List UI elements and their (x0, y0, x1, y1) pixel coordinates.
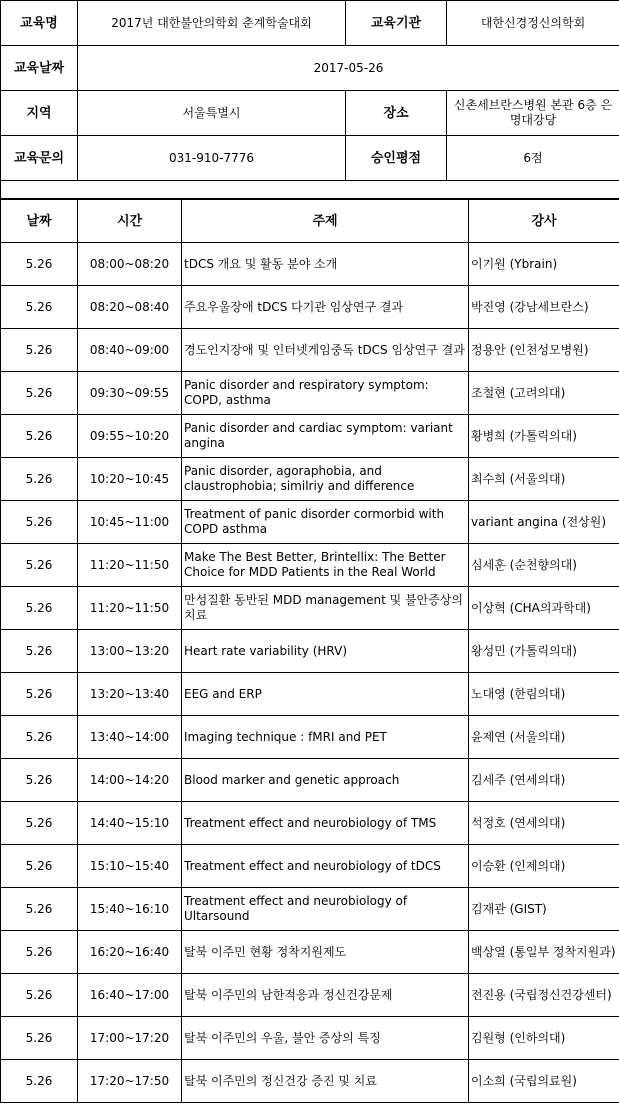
session-date: 5.26 (1, 630, 78, 673)
session-date: 5.26 (1, 415, 78, 458)
info-row-location (1, 91, 619, 136)
session-time: 10:20~10:45 (78, 458, 182, 501)
session-date: 5.26 (1, 1060, 78, 1103)
header-time: 시간 (78, 200, 182, 243)
session-topic: EEG and ERP (182, 673, 469, 716)
table-row (1, 501, 619, 544)
session-topic: 주요우울장애 tDCS 다기관 임상연구 결과 (182, 286, 469, 329)
session-time: 11:20~11:50 (78, 544, 182, 587)
region-value: 서울특별시 (78, 91, 346, 136)
session-time: 14:00~14:20 (78, 759, 182, 802)
session-date: 5.26 (1, 888, 78, 931)
session-time: 11:20~11:50 (78, 587, 182, 630)
table-row (1, 286, 619, 329)
spacer-row (1, 181, 619, 199)
org-value: 대한신경정신의학회 (447, 1, 619, 46)
session-date: 5.26 (1, 759, 78, 802)
table-row (1, 931, 619, 974)
table-row (1, 544, 619, 587)
table-row (1, 888, 619, 931)
table-row (1, 716, 619, 759)
session-topic: 탈북 이주민의 정신건강 증진 및 치료 (182, 1060, 469, 1103)
credit-label: 승인평점 (346, 136, 447, 181)
table-row (1, 587, 619, 630)
session-date: 5.26 (1, 243, 78, 286)
session-time: 17:00~17:20 (78, 1017, 182, 1060)
venue-value: 신촌세브란스병원 본관 6층 은명대강당 (447, 91, 619, 136)
session-speaker: 백상열 (통일부 정착지원과) (469, 931, 619, 974)
session-speaker: 윤제연 (서울의대) (469, 716, 619, 759)
contact-value: 031-910-7776 (78, 136, 346, 181)
table-row (1, 372, 619, 415)
session-topic: Heart rate variability (HRV) (182, 630, 469, 673)
session-date: 5.26 (1, 329, 78, 372)
session-topic: Panic disorder and cardiac symptom: variant angina (182, 415, 469, 458)
session-topic: Treatment effect and neurobiology of Ultarsound (182, 888, 469, 931)
table-row (1, 673, 619, 716)
session-date: 5.26 (1, 1017, 78, 1060)
info-row-course (1, 1, 619, 46)
session-date: 5.26 (1, 974, 78, 1017)
session-time: 13:20~13:40 (78, 673, 182, 716)
org-label: 교육기관 (346, 1, 447, 46)
table-row (1, 1017, 619, 1060)
spacer-cell (1, 181, 619, 199)
session-time: 09:30~09:55 (78, 372, 182, 415)
session-topic: Imaging technique : fMRI and PET (182, 716, 469, 759)
session-time: 08:40~09:00 (78, 329, 182, 372)
date-label: 교육날짜 (1, 46, 78, 91)
session-speaker: 최수희 (서울의대) (469, 458, 619, 501)
session-time: 08:20~08:40 (78, 286, 182, 329)
course-name-value: 2017년 대한불안의학회 춘계학술대회 (78, 1, 346, 46)
session-topic: Panic disorder, agoraphobia, and claustrophobia; similriy and difference (182, 458, 469, 501)
session-date: 5.26 (1, 931, 78, 974)
session-topic: tDCS 개요 및 활동 분야 소개 (182, 243, 469, 286)
table-row (1, 974, 619, 1017)
header-speaker: 강사 (469, 200, 619, 243)
course-name-label: 교육명 (1, 1, 78, 46)
session-date: 5.26 (1, 802, 78, 845)
session-speaker: 노대영 (한림의대) (469, 673, 619, 716)
session-topic: Treatment effect and neurobiology of tDCS (182, 845, 469, 888)
table-row (1, 630, 619, 673)
session-speaker: 이소희 (국립의료원) (469, 1060, 619, 1103)
course-info-table (0, 0, 619, 199)
session-time: 16:40~17:00 (78, 974, 182, 1017)
session-time: 15:40~16:10 (78, 888, 182, 931)
session-speaker: 석정호 (연세의대) (469, 802, 619, 845)
session-speaker: 이기원 (Ybrain) (469, 243, 619, 286)
session-topic: Blood marker and genetic approach (182, 759, 469, 802)
session-speaker: 김원형 (인하의대) (469, 1017, 619, 1060)
header-date: 날짜 (1, 200, 78, 243)
session-topic: 탈북 이주민의 우울, 불안 증상의 특징 (182, 1017, 469, 1060)
session-speaker: 김세주 (연세의대) (469, 759, 619, 802)
session-speaker: 정용안 (인천성모병원) (469, 329, 619, 372)
session-topic: 경도인지장애 및 인터넷게임중독 tDCS 임상연구 결과 (182, 329, 469, 372)
session-time: 13:40~14:00 (78, 716, 182, 759)
session-time: 13:00~13:20 (78, 630, 182, 673)
session-topic: Treatment of panic disorder cormorbid with COPD asthma (182, 501, 469, 544)
session-speaker: 황병희 (가톨릭의대) (469, 415, 619, 458)
header-topic: 주제 (182, 200, 469, 243)
table-row (1, 845, 619, 888)
session-topic: 탈북 이주민의 남한적응과 정신건강문제 (182, 974, 469, 1017)
session-speaker: 전진용 (국립정신건강센터) (469, 974, 619, 1017)
session-date: 5.26 (1, 587, 78, 630)
table-row (1, 243, 619, 286)
info-row-contact (1, 136, 619, 181)
session-topic: Panic disorder and respiratory symptom: COPD, asthma (182, 372, 469, 415)
session-speaker: 왕성민 (가톨릭의대) (469, 630, 619, 673)
session-time: 10:45~11:00 (78, 501, 182, 544)
session-topic: 만성질환 동반된 MDD management 및 불안증상의 치료 (182, 587, 469, 630)
session-date: 5.26 (1, 458, 78, 501)
credit-value: 6점 (447, 136, 619, 181)
session-time: 09:55~10:20 (78, 415, 182, 458)
session-date: 5.26 (1, 716, 78, 759)
session-date: 5.26 (1, 286, 78, 329)
session-time: 08:00~08:20 (78, 243, 182, 286)
table-row (1, 802, 619, 845)
info-row-date (1, 46, 619, 91)
session-speaker: variant angina (전상원) (469, 501, 619, 544)
session-topic: Treatment effect and neurobiology of TMS (182, 802, 469, 845)
session-speaker: 박진영 (강남세브란스) (469, 286, 619, 329)
session-date: 5.26 (1, 501, 78, 544)
session-date: 5.26 (1, 544, 78, 587)
session-speaker: 조철현 (고려의대) (469, 372, 619, 415)
session-speaker: 김재관 (GIST) (469, 888, 619, 931)
schedule-table (0, 199, 619, 1103)
session-time: 17:20~17:50 (78, 1060, 182, 1103)
session-topic: Make The Best Better, Brintellix: The Better Choice for MDD Patients in the Real World (182, 544, 469, 587)
table-row (1, 1060, 619, 1103)
table-row (1, 329, 619, 372)
session-topic: 탈북 이주민 현황 정착지원제도 (182, 931, 469, 974)
session-speaker: 이상혁 (CHA의과학대) (469, 587, 619, 630)
session-date: 5.26 (1, 372, 78, 415)
session-speaker: 이승환 (인제의대) (469, 845, 619, 888)
table-row (1, 458, 619, 501)
contact-label: 교육문의 (1, 136, 78, 181)
schedule-header-row (1, 200, 619, 243)
region-label: 지역 (1, 91, 78, 136)
table-row (1, 759, 619, 802)
session-date: 5.26 (1, 673, 78, 716)
session-speaker: 심세훈 (순천향의대) (469, 544, 619, 587)
session-time: 14:40~15:10 (78, 802, 182, 845)
session-time: 15:10~15:40 (78, 845, 182, 888)
table-row (1, 415, 619, 458)
date-value: 2017-05-26 (78, 46, 619, 91)
venue-label: 장소 (346, 91, 447, 136)
session-date: 5.26 (1, 845, 78, 888)
session-time: 16:20~16:40 (78, 931, 182, 974)
